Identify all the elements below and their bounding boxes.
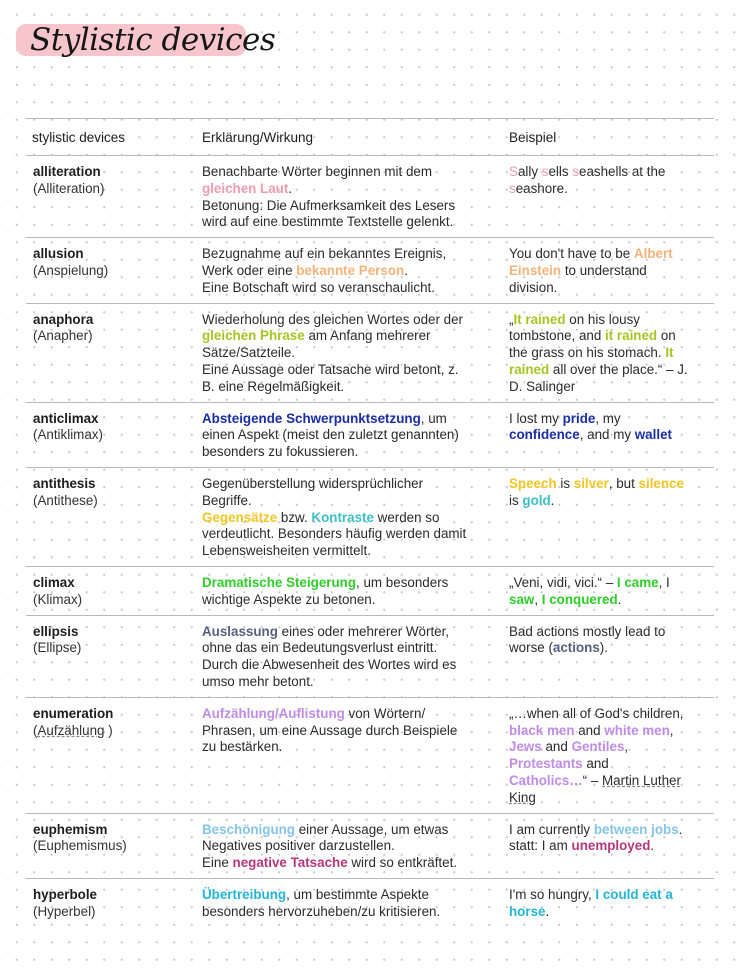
text-segment: I am currently bbox=[509, 821, 594, 837]
text-segment: verdeutlicht. Besonders häufig werden damit bbox=[202, 526, 467, 542]
explanation-line bbox=[202, 822, 497, 839]
stylistic-devices-table bbox=[26, 118, 714, 926]
example-line bbox=[509, 756, 708, 773]
explanation-line bbox=[202, 379, 497, 396]
text-segment: ells bbox=[548, 164, 573, 179]
text-segment: B. eine Regelmäßigkeit. bbox=[202, 378, 345, 394]
highlighted-text: Jews bbox=[509, 739, 542, 755]
text-segment: division. bbox=[509, 279, 558, 295]
highlighted-text: actions bbox=[552, 640, 600, 656]
example-line bbox=[509, 493, 708, 510]
text-segment: einer Aussage, um etwas bbox=[295, 821, 449, 837]
device-term: antithesis bbox=[33, 475, 96, 491]
explanation-cell bbox=[196, 303, 503, 402]
text-segment: eines oder mehrerer Wörter, bbox=[277, 623, 450, 639]
explanation-line bbox=[202, 493, 497, 510]
explanation-cell bbox=[196, 878, 503, 926]
device-cell bbox=[26, 615, 196, 697]
text-segment: on bbox=[657, 328, 676, 344]
device-cell bbox=[26, 156, 196, 238]
text-segment: besonders hervorzuheben/zu kritisieren. bbox=[202, 903, 441, 919]
device-cell bbox=[26, 813, 196, 878]
highlighted-text: pride bbox=[562, 410, 596, 426]
text-segment: ). bbox=[599, 640, 608, 656]
highlighted-text: saw bbox=[509, 591, 535, 607]
device-term: alliteration bbox=[33, 164, 101, 179]
text-segment: wird so entkräftet. bbox=[347, 855, 458, 871]
device-german-name: (Hyperbel) bbox=[33, 903, 96, 919]
highlighted-text: rained bbox=[509, 361, 550, 377]
table-body bbox=[26, 156, 714, 927]
highlighted-text: Kontraste bbox=[311, 509, 374, 525]
text-segment: the grass on his stomach. bbox=[509, 345, 666, 361]
text-segment: zu bestärken. bbox=[202, 739, 283, 755]
explanation-line bbox=[202, 739, 497, 756]
explanation-line bbox=[202, 657, 497, 674]
example-line bbox=[509, 181, 708, 198]
explanation-line bbox=[202, 640, 497, 657]
example-line bbox=[509, 887, 708, 904]
text-segment: eashore. bbox=[515, 180, 568, 196]
text-segment: Werk oder eine bbox=[202, 262, 297, 278]
explanation-cell bbox=[196, 402, 503, 467]
text-segment: Martin Luther bbox=[602, 772, 681, 788]
text-segment: , bbox=[624, 739, 629, 755]
text-segment: I'm so hungry, bbox=[509, 886, 596, 902]
highlighted-text: Aufzählung/Auflistung bbox=[202, 705, 345, 721]
explanation-line bbox=[202, 164, 497, 181]
explanation-line bbox=[202, 263, 497, 280]
text-segment: „Veni, vidi, vici.“ – bbox=[509, 574, 617, 590]
explanation-line bbox=[202, 328, 497, 345]
highlighted-text: Speech bbox=[509, 475, 557, 491]
text-segment: Lebensweisheiten vermittelt. bbox=[202, 543, 371, 559]
example-line bbox=[509, 379, 708, 396]
table-row bbox=[26, 615, 714, 697]
text-segment: “ – bbox=[582, 772, 603, 788]
example-cell bbox=[503, 878, 714, 926]
device-german-name: (Ellipse) bbox=[33, 640, 82, 656]
example-line bbox=[509, 427, 708, 444]
text-segment: Negatives positiver darzustellen. bbox=[202, 838, 395, 854]
explanation-line bbox=[202, 592, 497, 609]
text-segment: wird auf eine bestimmte Textstelle gelenkt. bbox=[202, 214, 454, 230]
text-segment: umso mehr betont. bbox=[202, 673, 314, 689]
device-german-name: (Euphemismus) bbox=[33, 838, 127, 854]
highlighted-text: Gegensätze bbox=[202, 509, 278, 525]
text-segment: . bbox=[288, 180, 293, 196]
device-term: hyperbole bbox=[33, 886, 97, 902]
example-line bbox=[509, 263, 708, 280]
explanation-line bbox=[202, 427, 497, 444]
table-row bbox=[26, 467, 714, 566]
text-segment: eashells at the bbox=[579, 164, 666, 179]
example-line bbox=[509, 822, 708, 839]
highlighted-text: confidence bbox=[509, 427, 580, 443]
device-cell bbox=[26, 566, 196, 615]
highlighted-text: I conquered bbox=[541, 591, 618, 607]
explanation-line bbox=[202, 855, 497, 872]
example-cell bbox=[503, 813, 714, 878]
page-title: Stylistic devices bbox=[30, 22, 276, 58]
example-cell bbox=[503, 615, 714, 697]
text-segment: ohne das ein Bedeutungsverlust eintritt. bbox=[202, 640, 438, 656]
table-row bbox=[26, 697, 714, 813]
text-segment: besonders zu fokussieren. bbox=[202, 444, 359, 460]
device-cell bbox=[26, 697, 196, 813]
highlighted-text: gleichen Phrase bbox=[202, 328, 305, 344]
text-segment: Phrasen, um eine Aussage durch Beispiele bbox=[202, 722, 458, 738]
explanation-line bbox=[202, 214, 497, 231]
device-german-name: (Alliteration) bbox=[33, 180, 105, 196]
highlighted-text: between jobs bbox=[593, 821, 679, 837]
example-line bbox=[509, 739, 708, 756]
example-cell bbox=[503, 697, 714, 813]
table-row bbox=[26, 878, 714, 926]
highlighted-text: black men bbox=[509, 722, 575, 738]
device-german-name: (Klimax) bbox=[33, 591, 83, 607]
highlighted-text: silence bbox=[638, 475, 684, 491]
text-segment: . bbox=[404, 262, 408, 278]
example-line bbox=[509, 312, 708, 329]
highlighted-text: I could eat a bbox=[595, 886, 673, 902]
text-segment: . bbox=[650, 838, 655, 854]
highlighted-text: Dramatische Steigerung bbox=[202, 574, 357, 590]
explanation-line bbox=[202, 411, 497, 428]
device-term: ellipsis bbox=[33, 623, 79, 639]
highlighted-text: Auslassung bbox=[202, 623, 278, 639]
text-segment: Sätze/Satzteile. bbox=[202, 345, 296, 361]
device-term: climax bbox=[33, 574, 75, 590]
text-segment: von Wörtern/ bbox=[344, 705, 426, 721]
explanation-cell bbox=[196, 156, 503, 238]
text-segment: D. Salinger bbox=[509, 378, 576, 394]
text-segment: You don't have to be bbox=[509, 246, 634, 262]
text-segment: , um bestimmte Aspekte bbox=[286, 886, 429, 902]
highlighted-text: bekannte Person bbox=[296, 262, 405, 278]
example-cell bbox=[503, 467, 714, 566]
explanation-line bbox=[202, 181, 497, 198]
example-line bbox=[509, 246, 708, 263]
example-line bbox=[509, 773, 708, 790]
explanation-line bbox=[202, 674, 497, 691]
explanation-line bbox=[202, 444, 497, 461]
highlighted-text: s bbox=[541, 164, 549, 179]
highlighted-text: it rained bbox=[605, 328, 658, 344]
highlighted-text: Catholics… bbox=[509, 772, 583, 788]
example-line bbox=[509, 592, 708, 609]
highlighted-text: Albert bbox=[633, 246, 673, 262]
table-row bbox=[26, 813, 714, 878]
example-line bbox=[509, 838, 708, 855]
text-segment: „…when all of God's children, bbox=[509, 705, 684, 721]
explanation-cell bbox=[196, 467, 503, 566]
text-segment: Wiederholung des gleichen Wortes oder der bbox=[202, 311, 464, 327]
explanation-cell bbox=[196, 697, 503, 813]
device-german-name: (Antithese) bbox=[33, 492, 98, 508]
device-cell bbox=[26, 467, 196, 566]
text-segment: wichtige Aspekte zu betonen. bbox=[202, 591, 376, 607]
explanation-cell bbox=[196, 566, 503, 615]
explanation-line bbox=[202, 246, 497, 263]
explanation-line bbox=[202, 198, 497, 215]
text-segment: bzw. bbox=[277, 509, 312, 525]
example-line bbox=[509, 411, 708, 428]
device-cell bbox=[26, 402, 196, 467]
explanation-line bbox=[202, 510, 497, 527]
explanation-line bbox=[202, 312, 497, 329]
device-cell bbox=[26, 878, 196, 926]
explanation-line bbox=[202, 476, 497, 493]
text-segment: , um besonders bbox=[356, 574, 449, 590]
device-cell bbox=[26, 303, 196, 402]
highlighted-text: silver bbox=[573, 475, 609, 491]
header-example: Beispiel bbox=[509, 129, 557, 145]
text-segment: Benachbarte Wörter beginnen mit dem bbox=[202, 164, 432, 179]
highlighted-text: gleichen Laut bbox=[202, 180, 289, 196]
example-line bbox=[509, 624, 708, 641]
device-german-name: (Anapher) bbox=[33, 328, 93, 344]
example-cell bbox=[503, 303, 714, 402]
table-row bbox=[26, 156, 714, 238]
text-segment: King bbox=[509, 789, 536, 805]
text-segment: and bbox=[541, 739, 572, 755]
highlighted-text: Beschönigung bbox=[202, 821, 295, 837]
example-cell bbox=[503, 566, 714, 615]
highlighted-text: Einstein bbox=[509, 262, 562, 278]
highlighted-text: Absteigende Schwerpunktsetzung bbox=[202, 410, 421, 426]
text-segment: tombstone, and bbox=[509, 328, 606, 344]
text-segment: , and my bbox=[579, 427, 635, 443]
highlighted-text: Übertreibung bbox=[202, 886, 287, 902]
explanation-line bbox=[202, 526, 497, 543]
explanation-line bbox=[202, 280, 497, 297]
example-line bbox=[509, 164, 708, 181]
explanation-cell bbox=[196, 813, 503, 878]
highlighted-text: wallet bbox=[634, 427, 672, 443]
highlighted-text: negative Tatsache bbox=[232, 855, 348, 871]
text-segment: am Anfang mehrerer bbox=[304, 328, 431, 344]
table-row bbox=[26, 566, 714, 615]
text-segment: „ bbox=[509, 311, 514, 327]
example-line bbox=[509, 280, 708, 297]
text-segment: werden so bbox=[373, 509, 440, 525]
text-segment: . bbox=[678, 821, 683, 837]
title-block bbox=[16, 20, 275, 60]
text-segment: . bbox=[617, 591, 622, 607]
device-term: anticlimax bbox=[33, 410, 99, 426]
explanation-line bbox=[202, 624, 497, 641]
text-segment: and bbox=[574, 722, 605, 738]
example-cell bbox=[503, 402, 714, 467]
highlighted-text: s bbox=[572, 164, 579, 179]
explanation-line bbox=[202, 723, 497, 740]
device-term: euphemism bbox=[33, 821, 108, 837]
device-term: anaphora bbox=[33, 311, 94, 327]
text-segment: on his lousy bbox=[565, 311, 640, 327]
german-suffix: ) bbox=[104, 722, 113, 738]
text-segment: , bbox=[669, 722, 674, 738]
highlighted-text: white men bbox=[604, 722, 670, 738]
text-segment: , but bbox=[608, 475, 639, 491]
example-line bbox=[509, 476, 708, 493]
explanation-line bbox=[202, 575, 497, 592]
text-segment: Bad actions mostly lead to bbox=[509, 623, 666, 639]
text-segment: I lost my bbox=[509, 410, 563, 426]
explanation-cell bbox=[196, 615, 503, 697]
highlighted-text: unemployed bbox=[571, 838, 651, 854]
highlighted-text: Gentiles bbox=[571, 739, 625, 755]
highlighted-text: It rained bbox=[513, 311, 566, 327]
highlighted-text: I came bbox=[616, 574, 659, 590]
text-segment: Eine Aussage oder Tatsache wird betont, z. bbox=[202, 361, 459, 377]
explanation-line bbox=[202, 887, 497, 904]
text-segment: einen Aspekt (meist den zuletzt genannten) bbox=[202, 427, 459, 443]
german-word: Aufzählung bbox=[37, 722, 105, 738]
text-segment: , my bbox=[595, 410, 621, 426]
example-line bbox=[509, 345, 708, 362]
example-line bbox=[509, 575, 708, 592]
explanation-line bbox=[202, 345, 497, 362]
device-term: enumeration bbox=[33, 705, 114, 721]
device-german-name: (Antiklimax) bbox=[33, 427, 103, 443]
table-header-row bbox=[26, 119, 714, 156]
text-segment: Eine Botschaft wird so veranschaulicht. bbox=[202, 279, 435, 295]
text-segment: and bbox=[582, 756, 609, 772]
highlighted-text: horse bbox=[509, 903, 546, 919]
device-cell bbox=[26, 238, 196, 303]
text-segment: all over the place.“ – J. bbox=[549, 361, 688, 377]
highlighted-text: Protestants bbox=[509, 756, 583, 772]
text-segment: is bbox=[556, 475, 574, 491]
highlighted-text: S bbox=[509, 164, 518, 179]
device-german-name: (Anspielung) bbox=[33, 262, 109, 278]
example-line bbox=[509, 706, 708, 723]
highlighted-text: gold bbox=[522, 492, 551, 508]
text-segment: . bbox=[545, 903, 550, 919]
text-segment: Gegenüberstellung widersprüchlicher bbox=[202, 475, 424, 491]
explanation-line bbox=[202, 362, 497, 379]
german-prefix: ( bbox=[33, 722, 38, 738]
text-segment: statt: I am bbox=[509, 838, 572, 854]
example-line bbox=[509, 640, 708, 657]
device-term: allusion bbox=[33, 246, 84, 262]
example-line bbox=[509, 362, 708, 379]
text-segment: , I bbox=[658, 574, 670, 590]
table-row bbox=[26, 303, 714, 402]
explanation-line bbox=[202, 838, 497, 855]
explanation-cell bbox=[196, 238, 503, 303]
text-segment: Begriffe. bbox=[202, 492, 252, 508]
example-cell bbox=[503, 238, 714, 303]
highlighted-text: It bbox=[665, 345, 674, 361]
text-segment: worse ( bbox=[509, 640, 553, 656]
text-segment: Durch die Abwesenheit des Wortes wird es bbox=[202, 657, 457, 673]
table-row bbox=[26, 402, 714, 467]
example-cell bbox=[503, 156, 714, 238]
header-explanation: Erklärung/Wirkung bbox=[202, 129, 314, 145]
example-line bbox=[509, 904, 708, 921]
text-segment: is bbox=[509, 492, 523, 508]
table-row bbox=[26, 238, 714, 303]
text-segment: Bezugnahme auf ein bekanntes Ereignis, bbox=[202, 246, 447, 262]
text-segment: Eine bbox=[202, 855, 233, 871]
explanation-line bbox=[202, 904, 497, 921]
text-segment: to understand bbox=[561, 262, 647, 278]
header-device: stylistic devices bbox=[32, 129, 126, 145]
explanation-line bbox=[202, 543, 497, 560]
text-segment: ally bbox=[517, 164, 542, 179]
explanation-line bbox=[202, 706, 497, 723]
example-line bbox=[509, 790, 708, 807]
text-segment: Betonung: Die Aufmerksamkeit des Lesers bbox=[202, 197, 456, 213]
example-line bbox=[509, 723, 708, 740]
text-segment: , um bbox=[420, 410, 447, 426]
highlighted-text: s bbox=[509, 180, 516, 196]
device-german-name bbox=[33, 723, 190, 740]
text-segment: . bbox=[550, 492, 555, 508]
example-line bbox=[509, 328, 708, 345]
text-segment: , bbox=[534, 591, 542, 607]
